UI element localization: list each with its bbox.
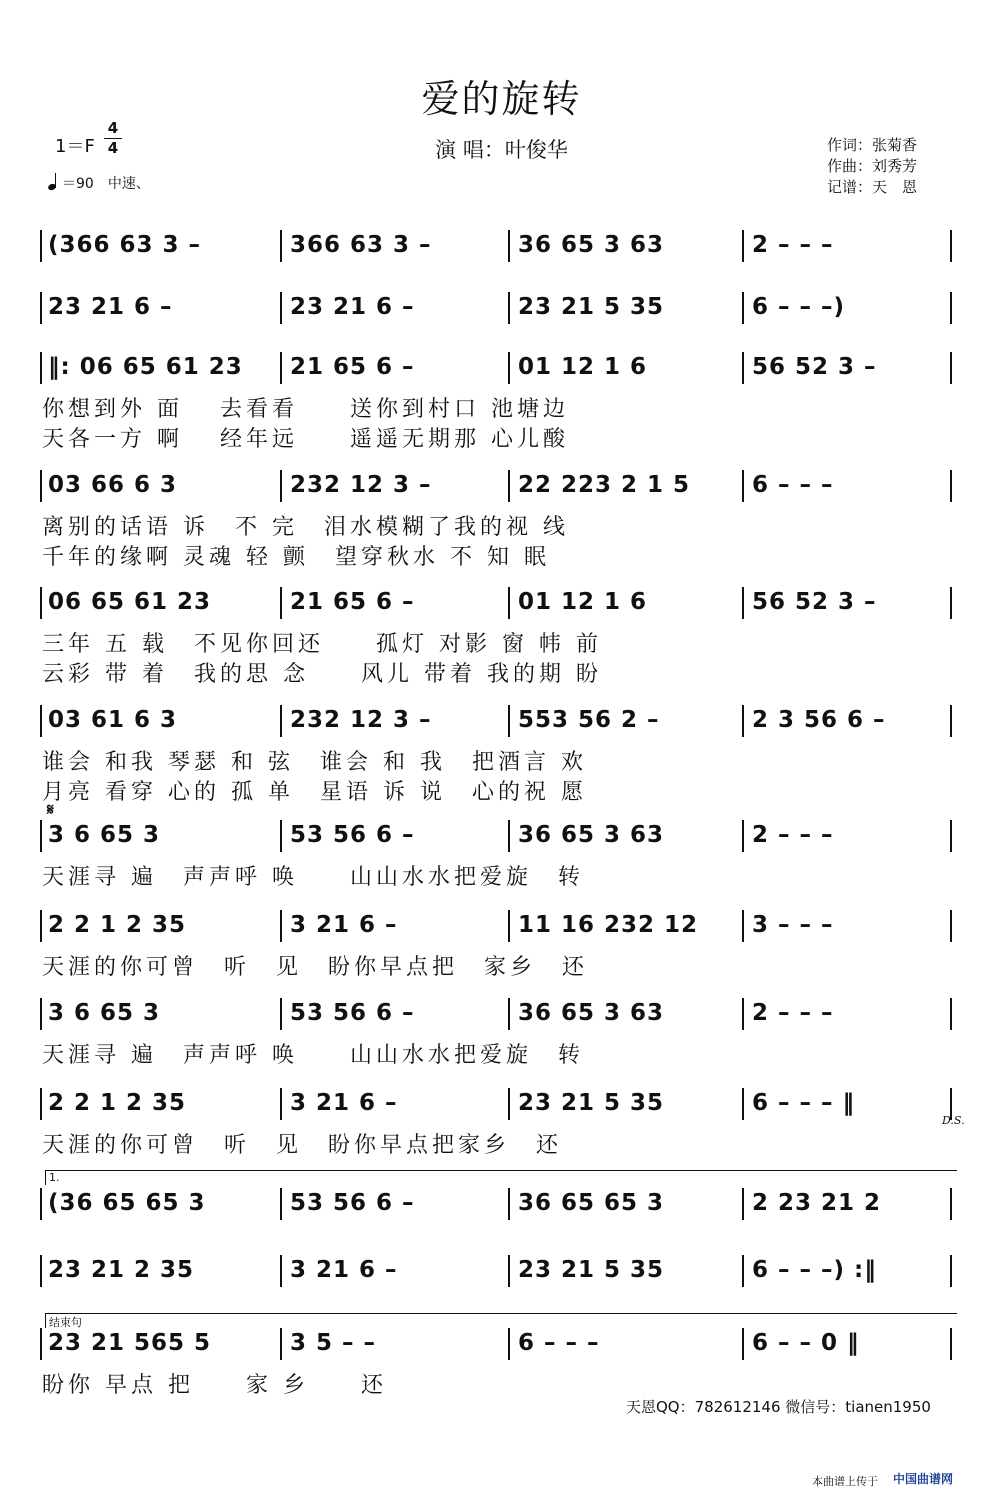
notation-row bbox=[40, 587, 958, 623]
measure-notes: 2 3 56 6 – bbox=[752, 707, 886, 733]
measure-notes: 36 65 65 3 bbox=[518, 1190, 665, 1216]
notation-row bbox=[40, 352, 958, 388]
measure-notes: 2 – – – bbox=[752, 232, 834, 258]
time-top: 4 bbox=[107, 119, 119, 137]
measure-notes: 56 52 3 – bbox=[752, 589, 877, 615]
barline bbox=[280, 230, 282, 262]
barline bbox=[508, 820, 510, 852]
notation-row bbox=[40, 1188, 958, 1224]
measure-notes: 2 2 1 2 35 bbox=[48, 1090, 187, 1116]
measure-notes: 53 56 6 – bbox=[290, 1190, 415, 1216]
measure-notes: 553 56 2 – bbox=[518, 707, 660, 733]
barline bbox=[280, 1328, 282, 1360]
lyric-line: 天涯寻 遍 声声呼 唤 山山水水把爱旋 转 bbox=[42, 1043, 584, 1068]
measure-notes: 3 – – – bbox=[752, 912, 834, 938]
barline bbox=[280, 998, 282, 1030]
barline bbox=[280, 1255, 282, 1287]
measure-notes: 6 – – – bbox=[518, 1330, 600, 1356]
measure-notes: 2 – – – bbox=[752, 1000, 834, 1026]
barline bbox=[950, 230, 952, 262]
barline bbox=[742, 230, 744, 262]
notation-row bbox=[40, 998, 958, 1034]
notation-row bbox=[40, 820, 958, 856]
measure-notes: 366 63 3 – bbox=[290, 232, 432, 258]
measure-notes: (366 63 3 – bbox=[48, 232, 202, 258]
measure-notes: 6 – – –) :‖ bbox=[752, 1257, 877, 1283]
notation-row bbox=[40, 1328, 958, 1364]
barline bbox=[742, 820, 744, 852]
measure-notes: 03 66 6 3 bbox=[48, 472, 178, 498]
tempo-text: ＝90 中速、 bbox=[62, 176, 150, 192]
barline bbox=[742, 587, 744, 619]
time-bottom: 4 bbox=[107, 139, 119, 157]
segno-mark: 𝄋 bbox=[47, 800, 54, 819]
barline bbox=[280, 1088, 282, 1120]
upload-note: 本曲谱上传于 bbox=[812, 1475, 878, 1488]
measure-notes: 22 223 2 1 5 bbox=[518, 472, 691, 498]
barline bbox=[742, 1188, 744, 1220]
measure-notes: 3 21 6 – bbox=[290, 912, 398, 938]
barline bbox=[508, 292, 510, 324]
barline bbox=[950, 998, 952, 1030]
lyric-line: 云彩 带 着 我的思 念 风儿 带着 我的期 盼 bbox=[42, 662, 602, 687]
lyric-line: 盼你 早点 把 家 乡 还 bbox=[42, 1373, 387, 1398]
measure-notes: 232 12 3 – bbox=[290, 707, 432, 733]
barline bbox=[280, 587, 282, 619]
barline bbox=[40, 352, 42, 384]
barline bbox=[950, 292, 952, 324]
measure-notes: 36 65 3 63 bbox=[518, 822, 665, 848]
transcriber: 记谱：天 恩 bbox=[827, 178, 918, 196]
measure-notes: 23 21 5 35 bbox=[518, 1090, 665, 1116]
barline bbox=[40, 998, 42, 1030]
barline bbox=[950, 910, 952, 942]
barline bbox=[950, 1328, 952, 1360]
measure-notes: 11 16 232 12 bbox=[518, 912, 699, 938]
measure-notes: 3 6 65 3 bbox=[48, 822, 161, 848]
measure-notes: 21 65 6 – bbox=[290, 589, 415, 615]
barline bbox=[508, 705, 510, 737]
tempo-marking bbox=[48, 173, 150, 193]
barline bbox=[40, 820, 42, 852]
barline bbox=[742, 1088, 744, 1120]
measure-notes: 06 65 61 23 bbox=[48, 589, 212, 615]
volta-1-label: 1. bbox=[49, 1171, 60, 1184]
barline bbox=[508, 470, 510, 502]
barline bbox=[40, 230, 42, 262]
notation-row bbox=[40, 470, 958, 506]
measure-notes: 6 – – – ‖ bbox=[752, 1090, 856, 1116]
barline bbox=[40, 1328, 42, 1360]
barline bbox=[40, 1188, 42, 1220]
barline bbox=[950, 1188, 952, 1220]
lyric-line: 天各一方 啊 经年远 遥遥无期那 心儿酸 bbox=[42, 427, 569, 452]
barline bbox=[40, 705, 42, 737]
key-signature: 1＝F bbox=[55, 136, 95, 157]
barline bbox=[508, 1088, 510, 1120]
measure-notes: 23 21 5 35 bbox=[518, 1257, 665, 1283]
barline bbox=[742, 352, 744, 384]
site-name: 中国曲谱网 bbox=[893, 1472, 954, 1486]
measure-notes: 6 – – 0 ‖ bbox=[752, 1330, 860, 1356]
measure-notes: 23 21 565 5 bbox=[48, 1330, 212, 1356]
singer: 演 唱：叶俊华 bbox=[435, 138, 568, 162]
measure-notes: 3 21 6 – bbox=[290, 1257, 398, 1283]
lyric-line: 离别的话语 诉 不 完 泪水模糊了我的视 线 bbox=[42, 515, 569, 540]
barline bbox=[280, 352, 282, 384]
contact-info: 天恩QQ：782612146 微信号：tianen1950 bbox=[626, 1398, 931, 1416]
barline bbox=[40, 1088, 42, 1120]
lyric-line: 谁会 和我 琴瑟 和 弦 谁会 和 我 把酒言 欢 bbox=[42, 750, 587, 775]
barline bbox=[742, 470, 744, 502]
lyric-line: 三年 五 载 不见你回还 孤灯 对影 窗 帏 前 bbox=[42, 632, 602, 657]
ending-bracket bbox=[45, 1313, 957, 1328]
barline bbox=[280, 910, 282, 942]
lyric-line: 天涯的你可曾 听 见 盼你早点把 家乡 还 bbox=[42, 955, 589, 980]
lyric-line: 天涯的你可曾 听 见 盼你早点把家乡 还 bbox=[42, 1133, 563, 1158]
barline bbox=[950, 1255, 952, 1287]
barline bbox=[508, 1188, 510, 1220]
measure-notes: 3 6 65 3 bbox=[48, 1000, 161, 1026]
ending-label: 结束句 bbox=[49, 1316, 82, 1329]
measure-notes: 36 65 3 63 bbox=[518, 1000, 665, 1026]
barline bbox=[280, 1188, 282, 1220]
measure-notes: 53 56 6 – bbox=[290, 822, 415, 848]
measure-notes: (36 65 65 3 bbox=[48, 1190, 206, 1216]
barline bbox=[40, 587, 42, 619]
lyricist: 作词：张菊香 bbox=[827, 136, 918, 154]
composer: 作曲：刘秀芳 bbox=[827, 157, 918, 175]
barline bbox=[742, 910, 744, 942]
barline bbox=[742, 705, 744, 737]
barline bbox=[508, 998, 510, 1030]
barline bbox=[508, 230, 510, 262]
site-logo bbox=[893, 1470, 953, 1487]
barline bbox=[508, 1328, 510, 1360]
notation-row bbox=[40, 1255, 958, 1291]
notation-row bbox=[40, 292, 958, 328]
barline bbox=[40, 292, 42, 324]
notation-row bbox=[40, 230, 958, 266]
measure-notes: 6 – – –) bbox=[752, 294, 846, 320]
notation-row bbox=[40, 1088, 958, 1124]
measure-notes: 03 61 6 3 bbox=[48, 707, 178, 733]
barline bbox=[40, 910, 42, 942]
lyric-line: 天涯寻 遍 声声呼 唤 山山水水把爱旋 转 bbox=[42, 865, 584, 890]
barline bbox=[508, 910, 510, 942]
lyric-line: 千年的缘啊 灵魂 轻 颤 望穿秋水 不 知 眠 bbox=[42, 545, 550, 570]
measure-notes: 01 12 1 6 bbox=[518, 589, 648, 615]
ds-mark: D.S. bbox=[942, 1114, 965, 1127]
song-title: 爱的旋转 bbox=[421, 77, 582, 121]
barline bbox=[742, 292, 744, 324]
lyric-line: 月亮 看穿 心的 孤 单 星语 诉 说 心的祝 愿 bbox=[42, 780, 587, 805]
notation-row bbox=[40, 910, 958, 946]
barline bbox=[280, 470, 282, 502]
barline bbox=[508, 1255, 510, 1287]
measure-notes: 6 – – – bbox=[752, 472, 834, 498]
barline bbox=[508, 587, 510, 619]
barline bbox=[508, 352, 510, 384]
measure-notes: 23 21 6 – bbox=[290, 294, 415, 320]
barline bbox=[742, 1255, 744, 1287]
barline bbox=[742, 998, 744, 1030]
quarter-note-icon bbox=[48, 174, 62, 190]
barline bbox=[742, 1328, 744, 1360]
measure-notes: 23 21 2 35 bbox=[48, 1257, 195, 1283]
measure-notes: 3 5 – – bbox=[290, 1330, 377, 1356]
barline bbox=[40, 1255, 42, 1287]
measure-notes: 3 21 6 – bbox=[290, 1090, 398, 1116]
lyric-line: 你想到外 面 去看看 送你到村口 池塘边 bbox=[42, 397, 569, 422]
measure-notes: 232 12 3 – bbox=[290, 472, 432, 498]
barline bbox=[950, 470, 952, 502]
barline bbox=[280, 292, 282, 324]
barline bbox=[950, 705, 952, 737]
barline bbox=[950, 820, 952, 852]
barline bbox=[280, 705, 282, 737]
measure-notes: 56 52 3 – bbox=[752, 354, 877, 380]
measure-notes: 21 65 6 – bbox=[290, 354, 415, 380]
barline bbox=[280, 820, 282, 852]
measure-notes: 2 – – – bbox=[752, 822, 834, 848]
measure-notes: 2 2 1 2 35 bbox=[48, 912, 187, 938]
measure-notes: 2 23 21 2 bbox=[752, 1190, 882, 1216]
measure-notes: ‖: 06 65 61 23 bbox=[48, 354, 243, 380]
measure-notes: 01 12 1 6 bbox=[518, 354, 648, 380]
measure-notes: 23 21 5 35 bbox=[518, 294, 665, 320]
barline bbox=[950, 352, 952, 384]
volta-1 bbox=[45, 1170, 957, 1185]
measure-notes: 53 56 6 – bbox=[290, 1000, 415, 1026]
notation-row bbox=[40, 705, 958, 741]
barline bbox=[950, 587, 952, 619]
barline bbox=[40, 470, 42, 502]
measure-notes: 23 21 6 – bbox=[48, 294, 173, 320]
measure-notes: 36 65 3 63 bbox=[518, 232, 665, 258]
